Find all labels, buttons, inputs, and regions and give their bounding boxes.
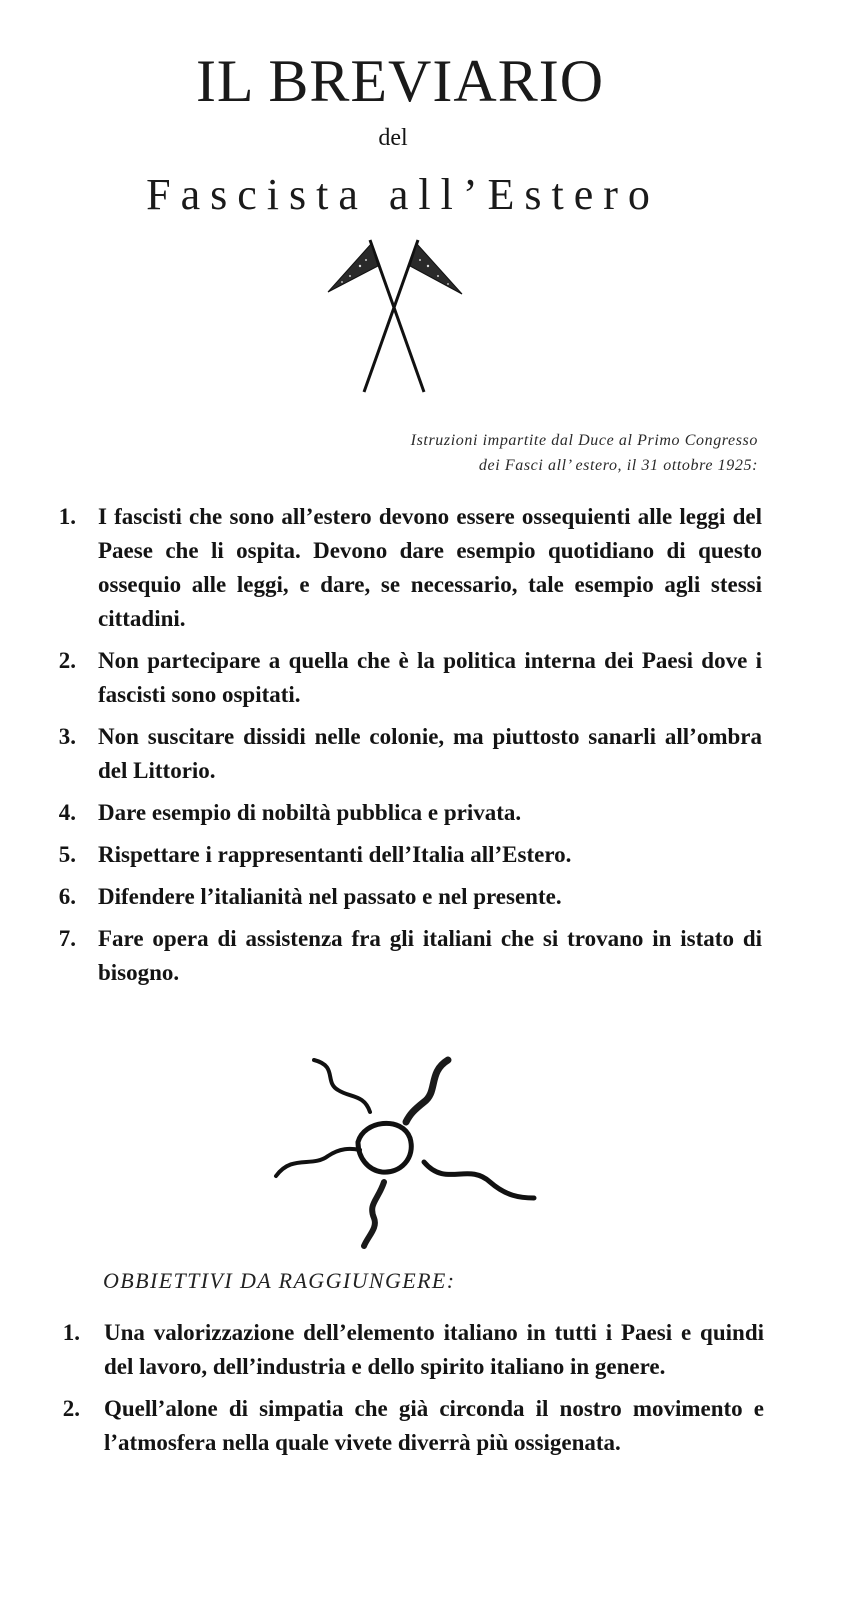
objective-number: 2.: [62, 1396, 80, 1421]
rule-item: [36, 796, 762, 830]
intro-line-2: dei Fasci all’ estero, il 31 ottobre 1925:: [478, 457, 758, 474]
title-connector: del: [378, 125, 408, 151]
objective-number: 1.: [62, 1320, 80, 1345]
rule-item: [36, 720, 762, 788]
rule-text: Difendere l’italianità nel passato e nel presente.: [98, 884, 562, 909]
objective-item: [40, 1316, 764, 1384]
rule-text: Dare esempio di nobiltà pubblica e privata.: [98, 800, 522, 825]
rule-text: Fare opera di assistenza fra gli italiani che si trovano in istato di bisogno.: [98, 926, 762, 985]
rule-number: 6.: [58, 884, 76, 909]
objective-text: Quell’alone di simpatia che già circonda il nostro movimento e l’atmosfera nella quale vivete diverrà più ossigenata.: [104, 1396, 764, 1455]
rule-text: Rispettare i rappresentanti dell’Italia all’Estero.: [98, 842, 572, 867]
rule-item: [36, 922, 762, 990]
rule-item: [36, 644, 762, 712]
rule-number: 4.: [58, 800, 76, 825]
rule-text: Non partecipare a quella che è la politica interna dei Paesi dove i fascisti sono ospitati.: [98, 648, 762, 707]
rule-text: I fascisti che sono all’estero devono essere ossequienti alle leggi del Paese che li ospita. Devono dare esempio quotidiano di questo ossequio alle leggi, e dare, se necessario, tale esempio agli stessi cittadini.: [98, 504, 762, 631]
crossed-pennants-icon: [320, 232, 470, 402]
rule-number: 5.: [58, 842, 76, 867]
rules-list: [36, 500, 762, 998]
rule-number: 1.: [58, 504, 76, 529]
rule-item: [36, 500, 762, 636]
rule-text: Non suscitare dissidi nelle colonie, ma piuttosto sanarli all’ombra del Littorio.: [98, 724, 762, 783]
rule-item: [36, 880, 762, 914]
intro-note: [310, 428, 758, 478]
rule-number: 3.: [58, 724, 76, 749]
rule-item: [36, 838, 762, 872]
objective-text: Una valorizzazione dell’elemento italiano in tutti i Paesi e quindi del lavoro, dell’industria e dello spirito italiano in genere.: [104, 1320, 764, 1379]
objectives-heading: OBBIETTIVI DA RAGGIUNGERE:: [103, 1268, 456, 1293]
objectives-list: [40, 1316, 764, 1468]
sun-ornament-icon: [272, 1050, 542, 1250]
rule-number: 2.: [58, 648, 76, 673]
document-title: IL BREVIARIO: [195, 48, 605, 114]
rule-number: 7.: [58, 926, 76, 951]
document-subtitle: Fascista all’Estero: [146, 170, 660, 219]
intro-line-1: Istruzioni impartite dal Duce al Primo Congresso: [410, 432, 758, 449]
objective-item: [40, 1392, 764, 1460]
